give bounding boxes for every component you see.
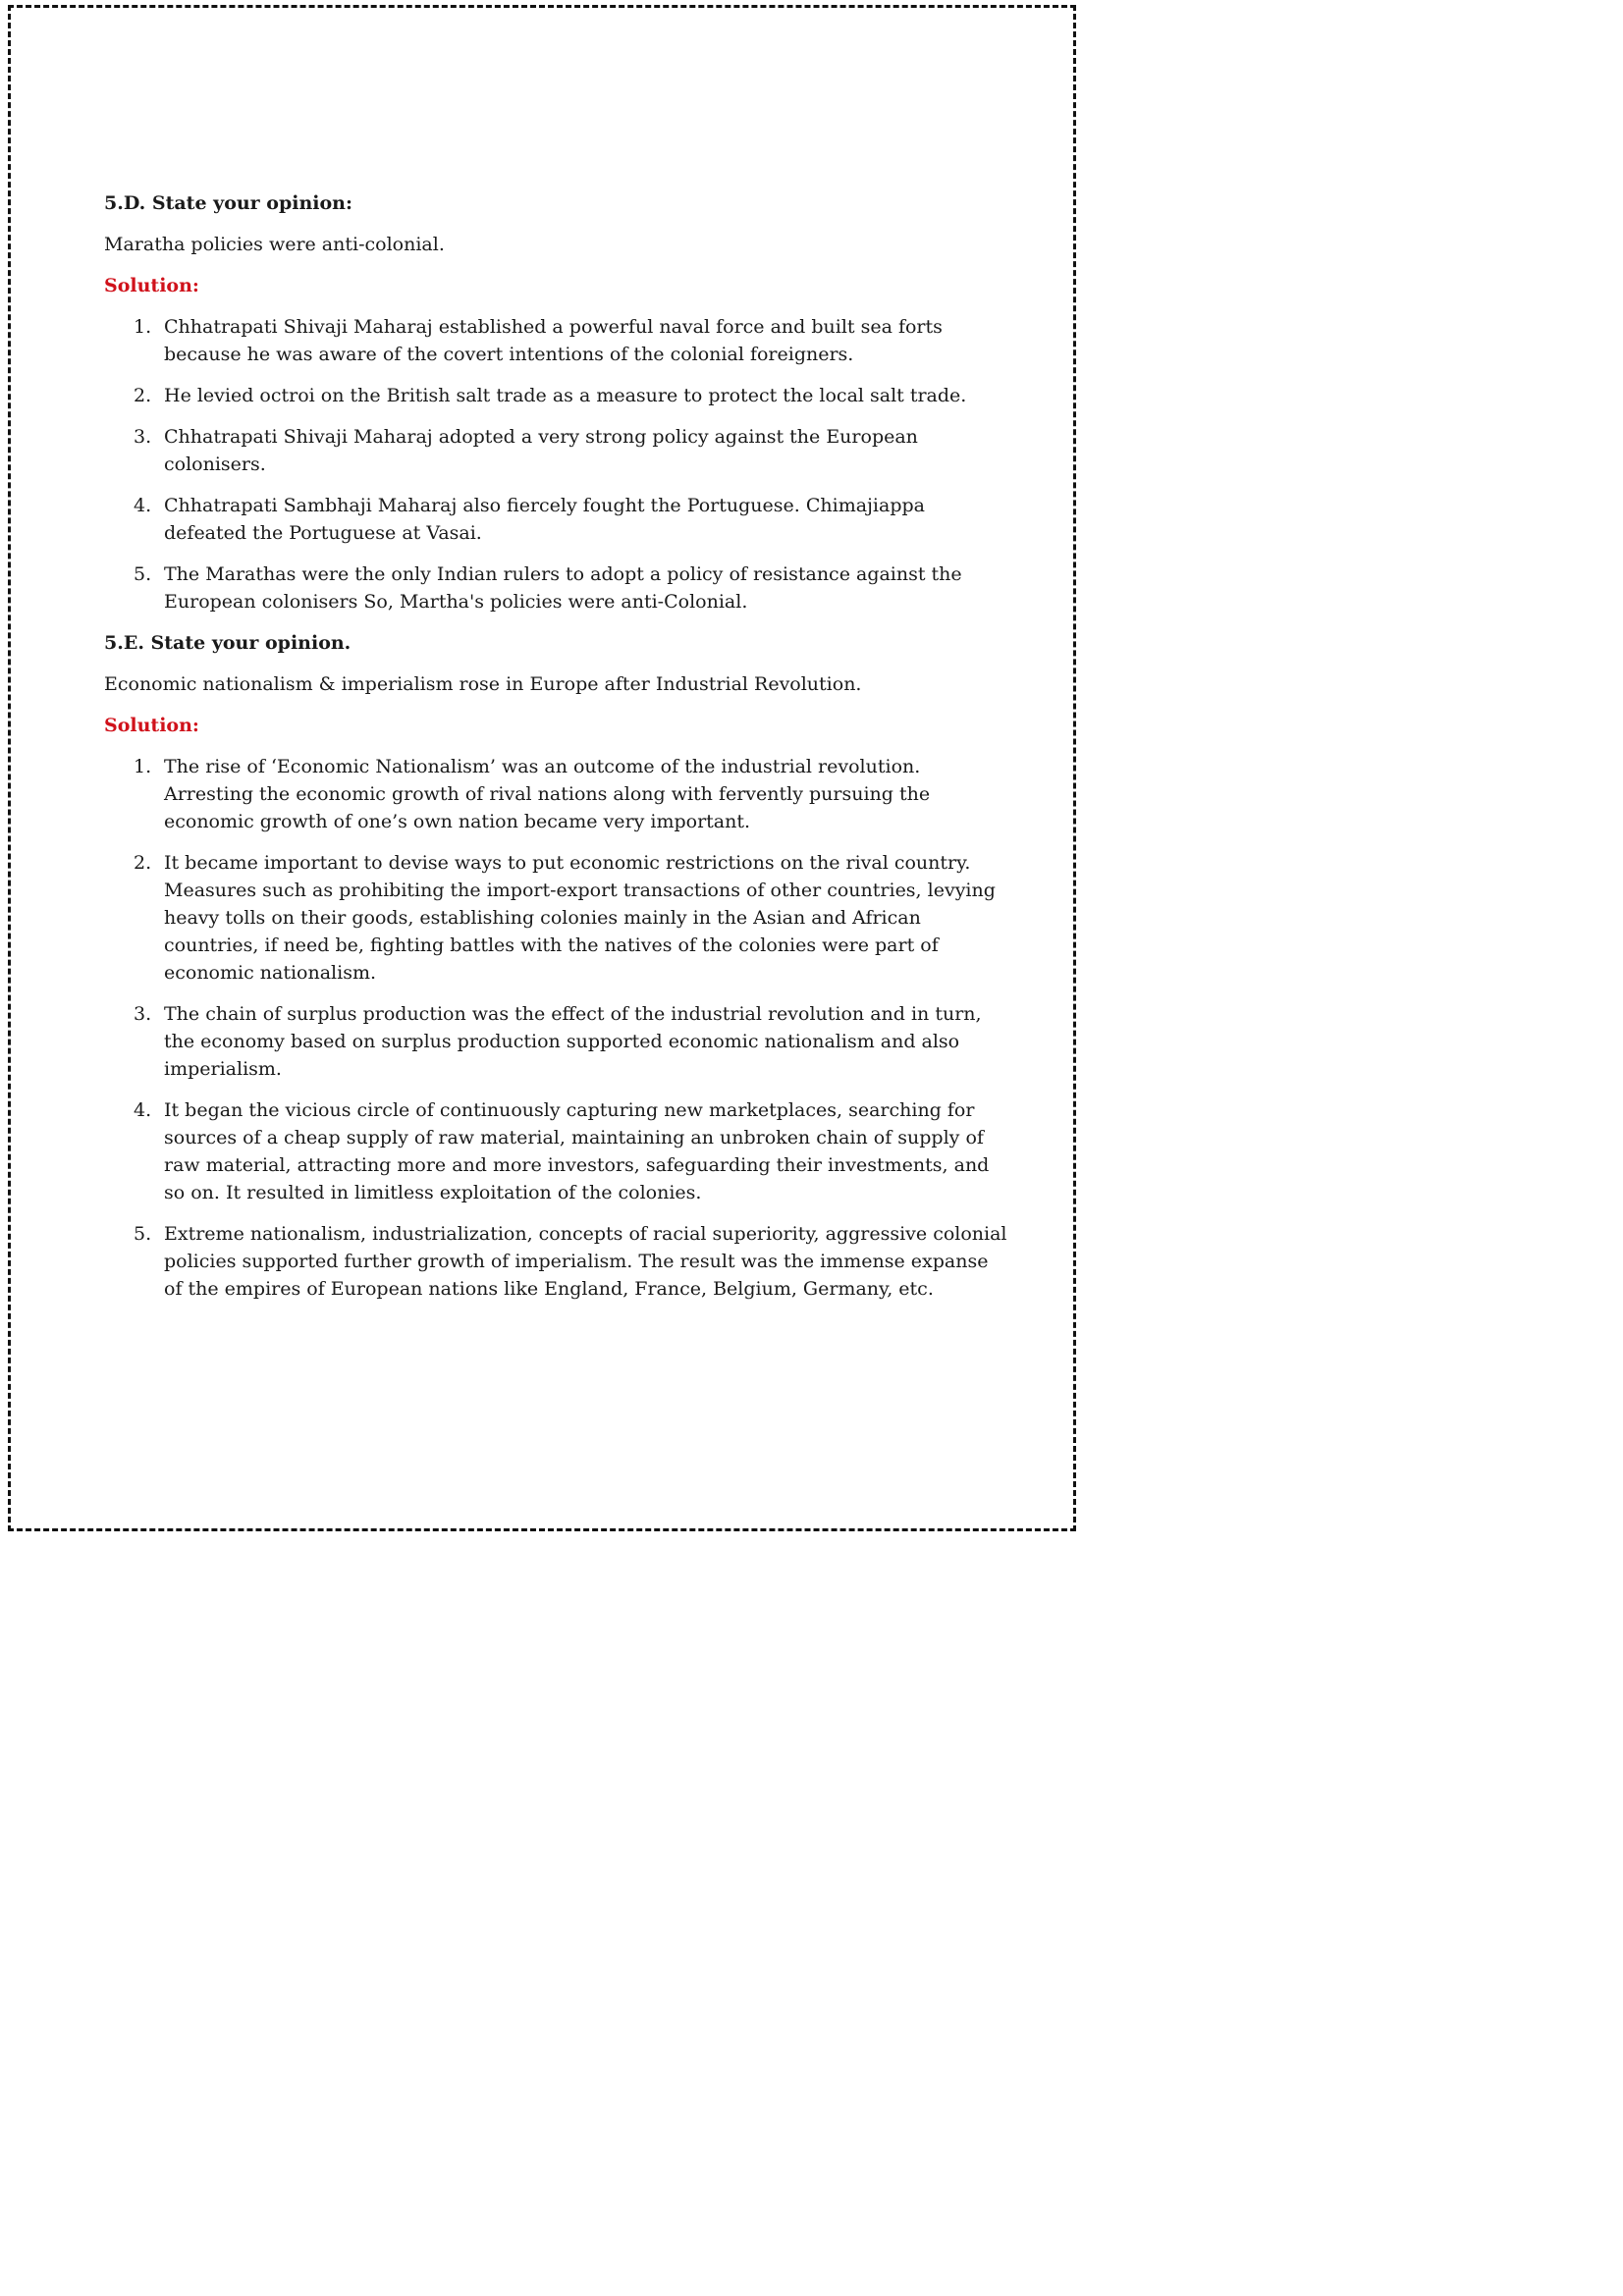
solution-point	[104, 423, 1007, 478]
point-number: 1.	[134, 316, 152, 338]
solution-point	[104, 492, 1007, 547]
point-text: Extreme nationalism, industrialization, concepts of racial superiority, aggressive colonial policies supported further growth of imperialism. The result was the immense expanse of the empires of European nations like England, France, Belgium, Germany, etc.	[164, 1223, 1007, 1300]
point-number: 5.	[134, 1223, 152, 1245]
solution-label: Solution:	[104, 275, 199, 296]
solution-points-list	[104, 313, 1007, 615]
solution-point	[104, 753, 1007, 835]
point-text: The chain of surplus production was the effect of the industrial revolution and in turn, the economy based on surplus production supported economic nationalism and also imperialism.	[164, 1003, 982, 1080]
solution-point	[104, 849, 1007, 987]
point-text: He levied octroi on the British salt trade as a measure to protect the local salt trade.	[164, 385, 967, 406]
solution-point	[104, 382, 1007, 409]
point-number: 1.	[134, 756, 152, 777]
solution-point	[104, 1220, 1007, 1303]
solution-point	[104, 313, 1007, 368]
section-heading: 5.D. State your opinion:	[104, 192, 353, 214]
point-number: 2.	[134, 385, 152, 406]
point-number: 3.	[134, 426, 152, 448]
point-text: Chhatrapati Sambhaji Maharaj also fiercely fought the Portuguese. Chimajiappa defeated the Portuguese at Vasai.	[164, 495, 925, 544]
point-number: 2.	[134, 852, 152, 874]
point-text: It began the vicious circle of continuously capturing new marketplaces, searching for sources of a cheap supply of raw material, maintaining an unbroken chain of supply of raw material, attracting more and more investors, safeguarding their investments, and so on. It resulted in limitless exploitation of the colonies.	[164, 1099, 990, 1203]
section-heading: 5.E. State your opinion.	[104, 632, 352, 654]
point-number: 3.	[134, 1003, 152, 1025]
section-5e	[104, 629, 1007, 1303]
point-number: 4.	[134, 495, 152, 516]
section-5d	[104, 189, 1007, 615]
point-number: 5.	[134, 563, 152, 585]
point-number: 4.	[134, 1099, 152, 1121]
opinion-statement: Maratha policies were anti-colonial.	[104, 234, 445, 255]
solution-label: Solution:	[104, 715, 199, 736]
opinion-statement: Economic nationalism & imperialism rose in Europe after Industrial Revolution.	[104, 673, 862, 695]
solution-point	[104, 561, 1007, 615]
point-text: Chhatrapati Shivaji Maharaj adopted a very strong policy against the European colonisers.	[164, 426, 918, 475]
point-text: It became important to devise ways to put economic restrictions on the rival country. Measures such as prohibiting the import-export transactions of other countries, levying heavy tolls on their goods, establishing colonies mainly in the Asian and African countries, if need be, fighting battles with the natives of the colonies were part of economic nationalism.	[164, 852, 996, 984]
point-text: The rise of ‘Economic Nationalism’ was an outcome of the industrial revolution. Arresting the economic growth of rival nations along with fervently pursuing the economic growth of one’s own nation became very important.	[164, 756, 931, 832]
solution-point	[104, 1000, 1007, 1083]
document-content	[104, 189, 1007, 1316]
solution-points-list	[104, 753, 1007, 1303]
point-text: The Marathas were the only Indian rulers to adopt a policy of resistance against the European colonisers So, Martha's policies were anti-Colonial.	[164, 563, 962, 613]
point-text: Chhatrapati Shivaji Maharaj established a powerful naval force and built sea forts because he was aware of the covert intentions of the colonial foreigners.	[164, 316, 943, 365]
solution-point	[104, 1096, 1007, 1206]
